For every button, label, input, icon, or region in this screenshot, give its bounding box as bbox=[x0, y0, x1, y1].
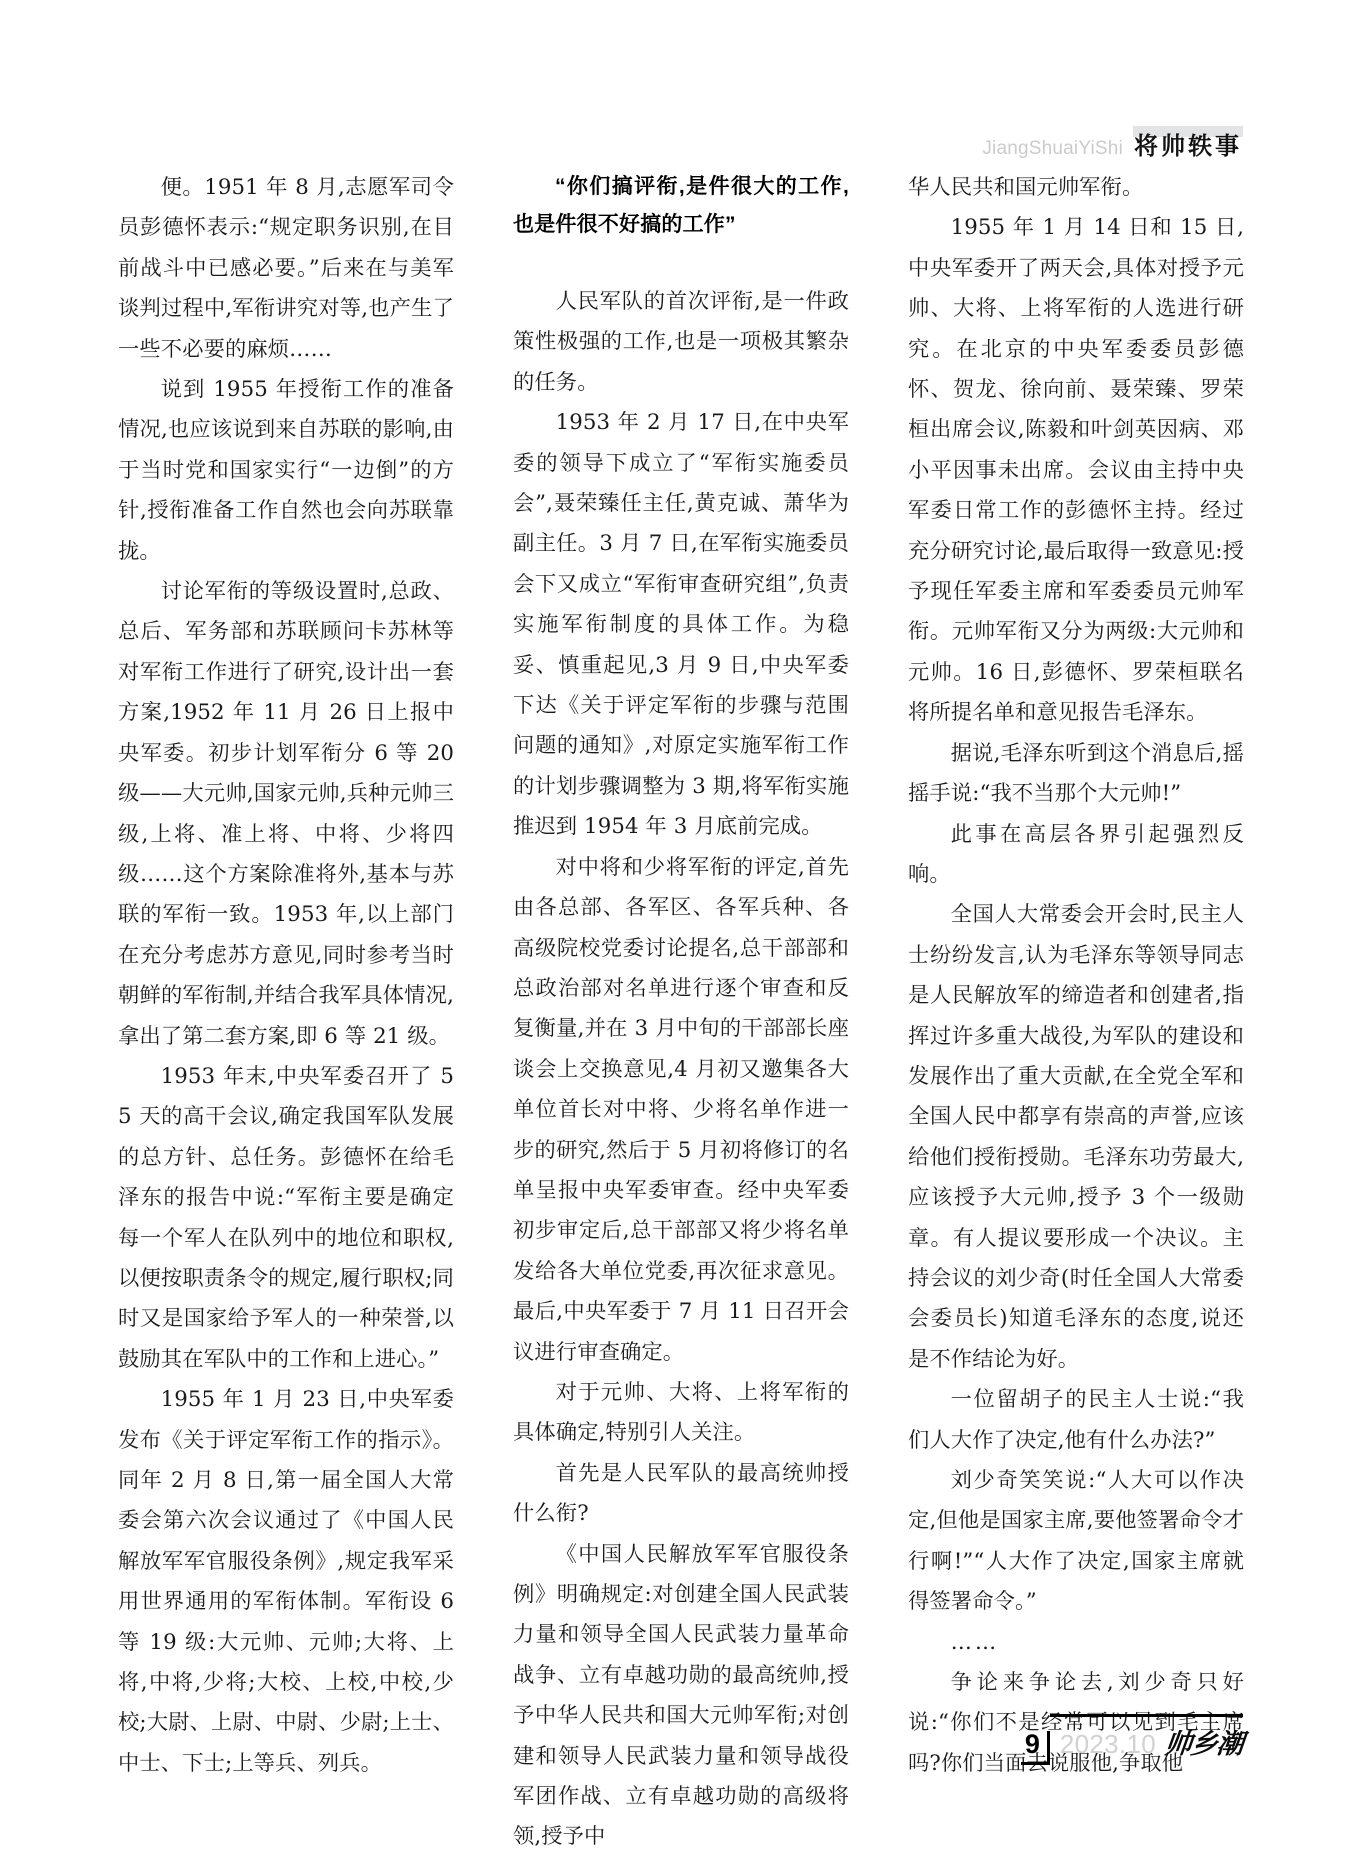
paragraph: 1955 年 1 月 23 日,中央军委发布《关于评定军衔工作的指示》。同年 2 月 8 日,第一届全国人大常委会第六次会议通过了《中国人民解放军军官服役条例》,规定我军采用世界通用的军衔体制。军衔设 6 等 19 级:大元帅、元帅;大将、上将,中将,少将;大校、上校,中校,少校;大尉、上尉、中尉、少尉;上士、中士、下士;上等兵、列兵。 bbox=[118, 1387, 454, 1776]
running-head-title: 将帅轶事 bbox=[1133, 126, 1243, 161]
paragraph: 全国人大常委会开会时,民主人士纷纷发言,认为毛泽东等领导同志是人民解放军的缔造者和创建者,指挥过许多重大战役,为军队的建设和发展作出了重大贡献,在全党全军和全国人民中都享有崇高的声誉,应该给他们授衔授勋。毛泽东功劳最大,应该授予大元帅,授予 3 个一级勋章。有人提议要形成一个决议。主持会议的刘少奇(时任全国人大常委会委员长)知道毛泽东的态度,说还是不作结论为好。 bbox=[908, 902, 1244, 1372]
text-column-2 bbox=[513, 168, 849, 1850]
section-subheading: “你们搞评衔,是件很大的工作,也是件很不好搞的工作” bbox=[513, 175, 849, 236]
paragraph: 对中将和少将军衔的评定,首先由各总部、各军区、各军兵种、各高级院校党委讨论提名,总干部部和总政治部对名单进行逐个审查和反复衡量,并在 3 月中旬的干部部长座谈会上交换意见,4 月初又邀集各大单位首长对中将、少将名单作进一步的研究,然后于 5 月初将修订的名单呈报中央军委审查。经中央军委初步审定后,总干部部又将少将名单发给各大单位党委,再次征求意见。最后,中央军委于 7 月 11 日召开会议进行审查确定。 bbox=[513, 854, 849, 1365]
page-footer bbox=[1021, 1721, 1243, 1761]
footer-imprint bbox=[1050, 1714, 1243, 1761]
running-head-pinyin: JiangShuaiYiShi bbox=[982, 138, 1123, 159]
paragraph: 人民军队的首次评衔,是一件政策性极强的工作,也是一项极其繁杂的任务。 bbox=[513, 289, 849, 395]
paragraph: 此事在高层各界引起强烈反响。 bbox=[908, 821, 1244, 887]
running-head bbox=[982, 126, 1243, 161]
text-column-1 bbox=[118, 168, 454, 1776]
paragraph: 《中国人民解放军军官服役条例》明确规定:对创建全国人民武装力量和领导全国人民武装力量革命战争、立有卓越功勋的最高统帅,授予中华人民共和国大元帅军衔;对创建和领导人民武装力量和领导战役军团作战、立有卓越功勋的高级将领,授予中 bbox=[513, 1541, 849, 1850]
paragraph: 讨论军衔的等级设置时,总政、总后、军务部和苏联顾问卡苏林等对军衔工作进行了研究,设计出一套方案,1952 年 11 月 26 日上报中央军委。初步计划军衔分 6 等 20 级——大元帅,国家元帅,兵种元帅三级,上将、准上将、中将、少将四级……这个方案除准将外,基本与苏联的军衔一致。1953 年,以上部门在充分考虑苏方意见,同时参考当时朝鲜的军衔制,并结合我军具体情况,拿出了第二套方案,即 6 等 21 级。 bbox=[118, 579, 454, 1049]
paragraph: 华人民共和国元帅军衔。 bbox=[908, 175, 1144, 200]
ellipsis-separator: …… bbox=[950, 1629, 1000, 1655]
paragraph: 一位留胡子的民主人士说:“我们人大作了决定,他有什么办法?” bbox=[908, 1387, 1244, 1453]
paragraph: 便。1951 年 8 月,志愿军司令员彭德怀表示:“规定职务识别,在目前战斗中已感必要。”后来在与美军谈判过程中,军衔讲究对等,也产生了一些不必要的麻烦…… bbox=[118, 175, 454, 362]
paragraph: 1955 年 1 月 14 日和 15 日,中央军委开了两天会,具体对授予元帅、大将、上将军衔的人选进行研究。在北京的中央军委委员彭德怀、贺龙、徐向前、聂荣臻、罗荣桓出席会议,陈毅和叶剑英因病、邓小平因事未出席。会议由主持中央军委日常工作的彭德怀主持。经过充分研究讨论,最后取得一致意见:授予现任军委主席和军委委员元帅军衔。元帅军衔又分为两级:大元帅和元帅。16 日,彭德怀、罗荣桓联名将所提名单和意见报告毛泽东。 bbox=[908, 215, 1244, 726]
paragraph: 1953 年末,中央军委召开了 55 天的高干会议,确定我国军队发展的总方针、总任务。彭德怀在给毛泽东的报告中说:“军衔主要是确定每一个军人在队列中的地位和职权,以便按职责条令的规定,履行职权;同时又是国家给予军人的一种荣誉,以鼓励其在军队中的工作和上进心。” bbox=[118, 1063, 454, 1372]
paragraph: 首先是人民军队的最高统帅授什么衔? bbox=[513, 1460, 849, 1527]
paragraph: 据说,毛泽东听到这个消息后,摇摇手说:“我不当那个大元帅!” bbox=[908, 740, 1244, 807]
paragraph: 刘少奇笑笑说:“人大可以作决定,但他是国家主席,要他签署命令才行啊!”“人大作了决定,国家主席就得签署命令。” bbox=[908, 1468, 1244, 1615]
magazine-logo: 帅乡潮 bbox=[1163, 1729, 1245, 1760]
paragraph: 对于元帅、大将、上将军衔的具体确定,特别引人关注。 bbox=[513, 1379, 849, 1446]
paragraph: 说到 1955 年授衔工作的准备情况,也应该说到来自苏联的影响,由于当时党和国家实行“一边倒”的方针,授衔准备工作自然也会向苏联靠拢。 bbox=[118, 377, 454, 564]
paragraph: 争论来争论去,刘少奇只好说:“你们不是经常可以见到毛主席吗?你们当面去说服他,争取他 bbox=[908, 1670, 1244, 1776]
page-number: 9 bbox=[1021, 1731, 1050, 1765]
issue-date: 2023.10 bbox=[1059, 1729, 1156, 1759]
paragraph: 1953 年 2 月 17 日,在中央军委的领导下成立了“军衔实施委员会”,聂荣臻任主任,黄克诚、萧华为副主任。3 月 7 日,在军衔实施委员会下又成立“军衔审查研究组”,负责实施军衔制度的具体工作。为稳妥、慎重起见,3 月 9 日,中央军委下达《关于评定军衔的步骤与范围问题的通知》,对原定实施军衔工作的计划步骤调整为 3 期,将军衔实施推迟到 1954 年 3 月底前完成。 bbox=[513, 410, 849, 840]
